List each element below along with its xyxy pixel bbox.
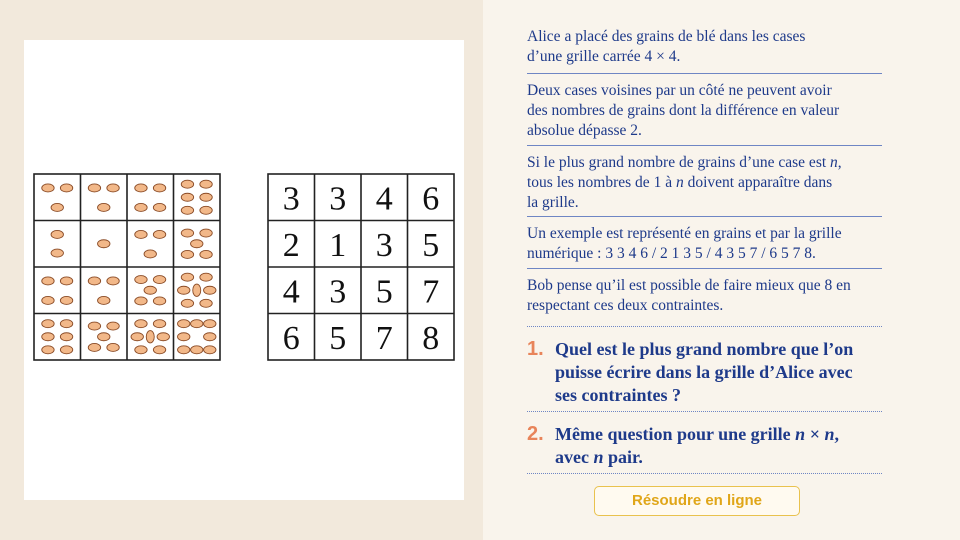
text-segment: Même question pour une grille xyxy=(555,424,796,444)
grain-mark xyxy=(153,346,165,354)
text-line xyxy=(555,446,839,469)
question-number: 1. xyxy=(527,338,544,360)
grain-mark xyxy=(135,276,147,284)
grain-mark xyxy=(144,286,156,294)
grain-mark xyxy=(88,184,100,192)
grain-mark xyxy=(42,346,54,354)
text-segment: pair. xyxy=(603,447,643,467)
grid-number: 3 xyxy=(329,180,347,218)
grid-number: 2 xyxy=(282,226,300,264)
variable-n: n xyxy=(830,154,838,171)
grain-mark xyxy=(178,346,190,354)
grain-mark xyxy=(98,333,110,341)
grain-mark xyxy=(153,184,165,192)
grain-mark xyxy=(107,277,119,285)
grain-mark xyxy=(200,250,212,258)
grain-mark xyxy=(181,180,193,188)
grain-mark xyxy=(181,229,193,237)
paragraph-bob xyxy=(527,276,881,316)
paragraph-example xyxy=(527,224,881,264)
variable-n: n xyxy=(675,174,684,191)
grid-number: 8 xyxy=(422,319,440,357)
grain-mark xyxy=(191,320,203,328)
grain-mark xyxy=(146,331,154,343)
grain-mark xyxy=(153,320,165,328)
grain-mark xyxy=(200,229,212,237)
text-segment: tous les nombres de 1 à xyxy=(527,174,676,191)
grain-mark xyxy=(181,206,193,214)
grain-mark xyxy=(200,206,212,214)
text-line: Bob pense qu’il est possible de faire mieux que 8 en xyxy=(527,277,851,294)
grid-number: 5 xyxy=(329,319,347,357)
variable-n: n xyxy=(593,447,604,467)
text-line xyxy=(527,173,881,193)
divider xyxy=(527,411,882,412)
figure-svg xyxy=(24,40,464,500)
grain-mark xyxy=(60,346,72,354)
grain-mark xyxy=(204,286,216,294)
divider xyxy=(527,216,882,217)
grid-number: 3 xyxy=(282,180,300,218)
grain-grid xyxy=(34,174,220,360)
text-line xyxy=(527,153,881,173)
grain-mark xyxy=(107,343,119,351)
grain-mark xyxy=(178,333,190,341)
grid-number: 7 xyxy=(422,273,440,311)
divider xyxy=(527,473,882,474)
variable-n: n xyxy=(824,424,835,444)
question-text xyxy=(555,338,853,407)
grain-mark xyxy=(178,286,190,294)
grain-mark xyxy=(98,203,110,211)
divider xyxy=(527,145,882,146)
question-number: 2. xyxy=(527,423,544,445)
grid-number: 3 xyxy=(375,226,393,264)
grain-mark xyxy=(98,240,110,248)
divider xyxy=(527,73,882,74)
grid-number: 6 xyxy=(282,319,300,357)
grain-mark xyxy=(88,343,100,351)
grain-mark xyxy=(60,277,72,285)
grain-mark xyxy=(200,193,212,201)
grid-number: 4 xyxy=(282,273,300,311)
grain-mark xyxy=(204,320,216,328)
grain-mark xyxy=(107,184,119,192)
grain-mark xyxy=(60,184,72,192)
grain-mark xyxy=(153,297,165,305)
grain-mark xyxy=(135,230,147,238)
grain-mark xyxy=(200,180,212,188)
grain-mark xyxy=(60,333,72,341)
text-segment: Si le plus grand nombre de grains d’une case est xyxy=(527,154,831,171)
grain-mark xyxy=(157,333,169,341)
text-line: ses contraintes ? xyxy=(555,385,681,405)
grain-mark xyxy=(181,273,193,281)
text-segment: avec xyxy=(555,447,594,467)
divider xyxy=(527,326,882,327)
text-line: respectant ces deux contraintes. xyxy=(527,297,724,314)
grid-number: 1 xyxy=(329,226,347,264)
paragraph-intro xyxy=(527,27,881,67)
grain-mark xyxy=(51,249,63,257)
divider xyxy=(527,268,882,269)
grain-mark xyxy=(135,203,147,211)
text-line: Deux cases voisines par un côté ne peuvent avoir xyxy=(527,82,832,99)
text-line: des nombres de grains dont la différence en valeur xyxy=(527,102,840,119)
grain-mark xyxy=(135,346,147,354)
grain-mark xyxy=(181,250,193,258)
text-line: Quel est le plus grand nombre que l’on xyxy=(555,339,854,359)
figure-card xyxy=(24,40,464,500)
grain-mark xyxy=(42,333,54,341)
grain-mark xyxy=(131,333,143,341)
grain-mark xyxy=(60,320,72,328)
grain-mark xyxy=(42,184,54,192)
solve-online-button[interactable]: Résoudre en ligne xyxy=(594,486,800,516)
grain-mark xyxy=(204,333,216,341)
grain-mark xyxy=(42,320,54,328)
grain-mark xyxy=(51,230,63,238)
grain-mark xyxy=(135,297,147,305)
number-grid xyxy=(268,174,454,360)
text-segment: , xyxy=(834,424,839,444)
grain-mark xyxy=(60,296,72,304)
text-line xyxy=(555,423,839,446)
right-panel xyxy=(483,0,960,540)
grain-mark xyxy=(107,322,119,330)
grid-number: 5 xyxy=(422,226,440,264)
text-line: absolue dépasse 2. xyxy=(527,122,642,139)
grain-mark xyxy=(200,273,212,281)
text-segment: , xyxy=(837,154,842,171)
paragraph-max xyxy=(527,153,881,213)
grid-number: 5 xyxy=(375,273,393,311)
grid-number: 6 xyxy=(422,180,440,218)
grid-number: 7 xyxy=(375,319,393,357)
grid-number: 3 xyxy=(329,273,347,311)
grain-mark xyxy=(135,184,147,192)
text-line: Un exemple est représenté en grains et par la grille xyxy=(527,225,842,242)
grain-mark xyxy=(181,299,193,307)
paragraph-constraint xyxy=(527,81,881,141)
grain-mark xyxy=(153,276,165,284)
text-line: puisse écrire dans la grille d’Alice avec xyxy=(555,362,853,382)
grain-mark xyxy=(42,277,54,285)
text-line: la grille. xyxy=(527,194,579,211)
grain-mark xyxy=(153,203,165,211)
grain-mark xyxy=(135,320,147,328)
grain-mark xyxy=(200,299,212,307)
grain-mark xyxy=(181,193,193,201)
grain-mark xyxy=(191,346,203,354)
text-segment: × xyxy=(805,424,825,444)
variable-n: n xyxy=(795,424,806,444)
text-line: Alice a placé des grains de blé dans les cases xyxy=(527,28,806,45)
grain-mark xyxy=(193,284,201,296)
grain-mark xyxy=(178,320,190,328)
text-line: d’une grille carrée 4 × 4. xyxy=(527,48,681,65)
grain-mark xyxy=(204,346,216,354)
question-text xyxy=(555,423,839,469)
text-line: numérique : 3 3 4 6 / 2 1 3 5 / 4 3 5 7 / 6 5 7 8. xyxy=(527,245,816,262)
grain-mark xyxy=(51,203,63,211)
text-segment: doivent apparaître dans xyxy=(683,174,833,191)
grain-mark xyxy=(88,277,100,285)
grid-number: 4 xyxy=(375,180,393,218)
grain-mark xyxy=(98,296,110,304)
grain-mark xyxy=(88,322,100,330)
grain-mark xyxy=(191,240,203,248)
grain-mark xyxy=(144,250,156,258)
grain-mark xyxy=(153,230,165,238)
grain-mark xyxy=(42,296,54,304)
